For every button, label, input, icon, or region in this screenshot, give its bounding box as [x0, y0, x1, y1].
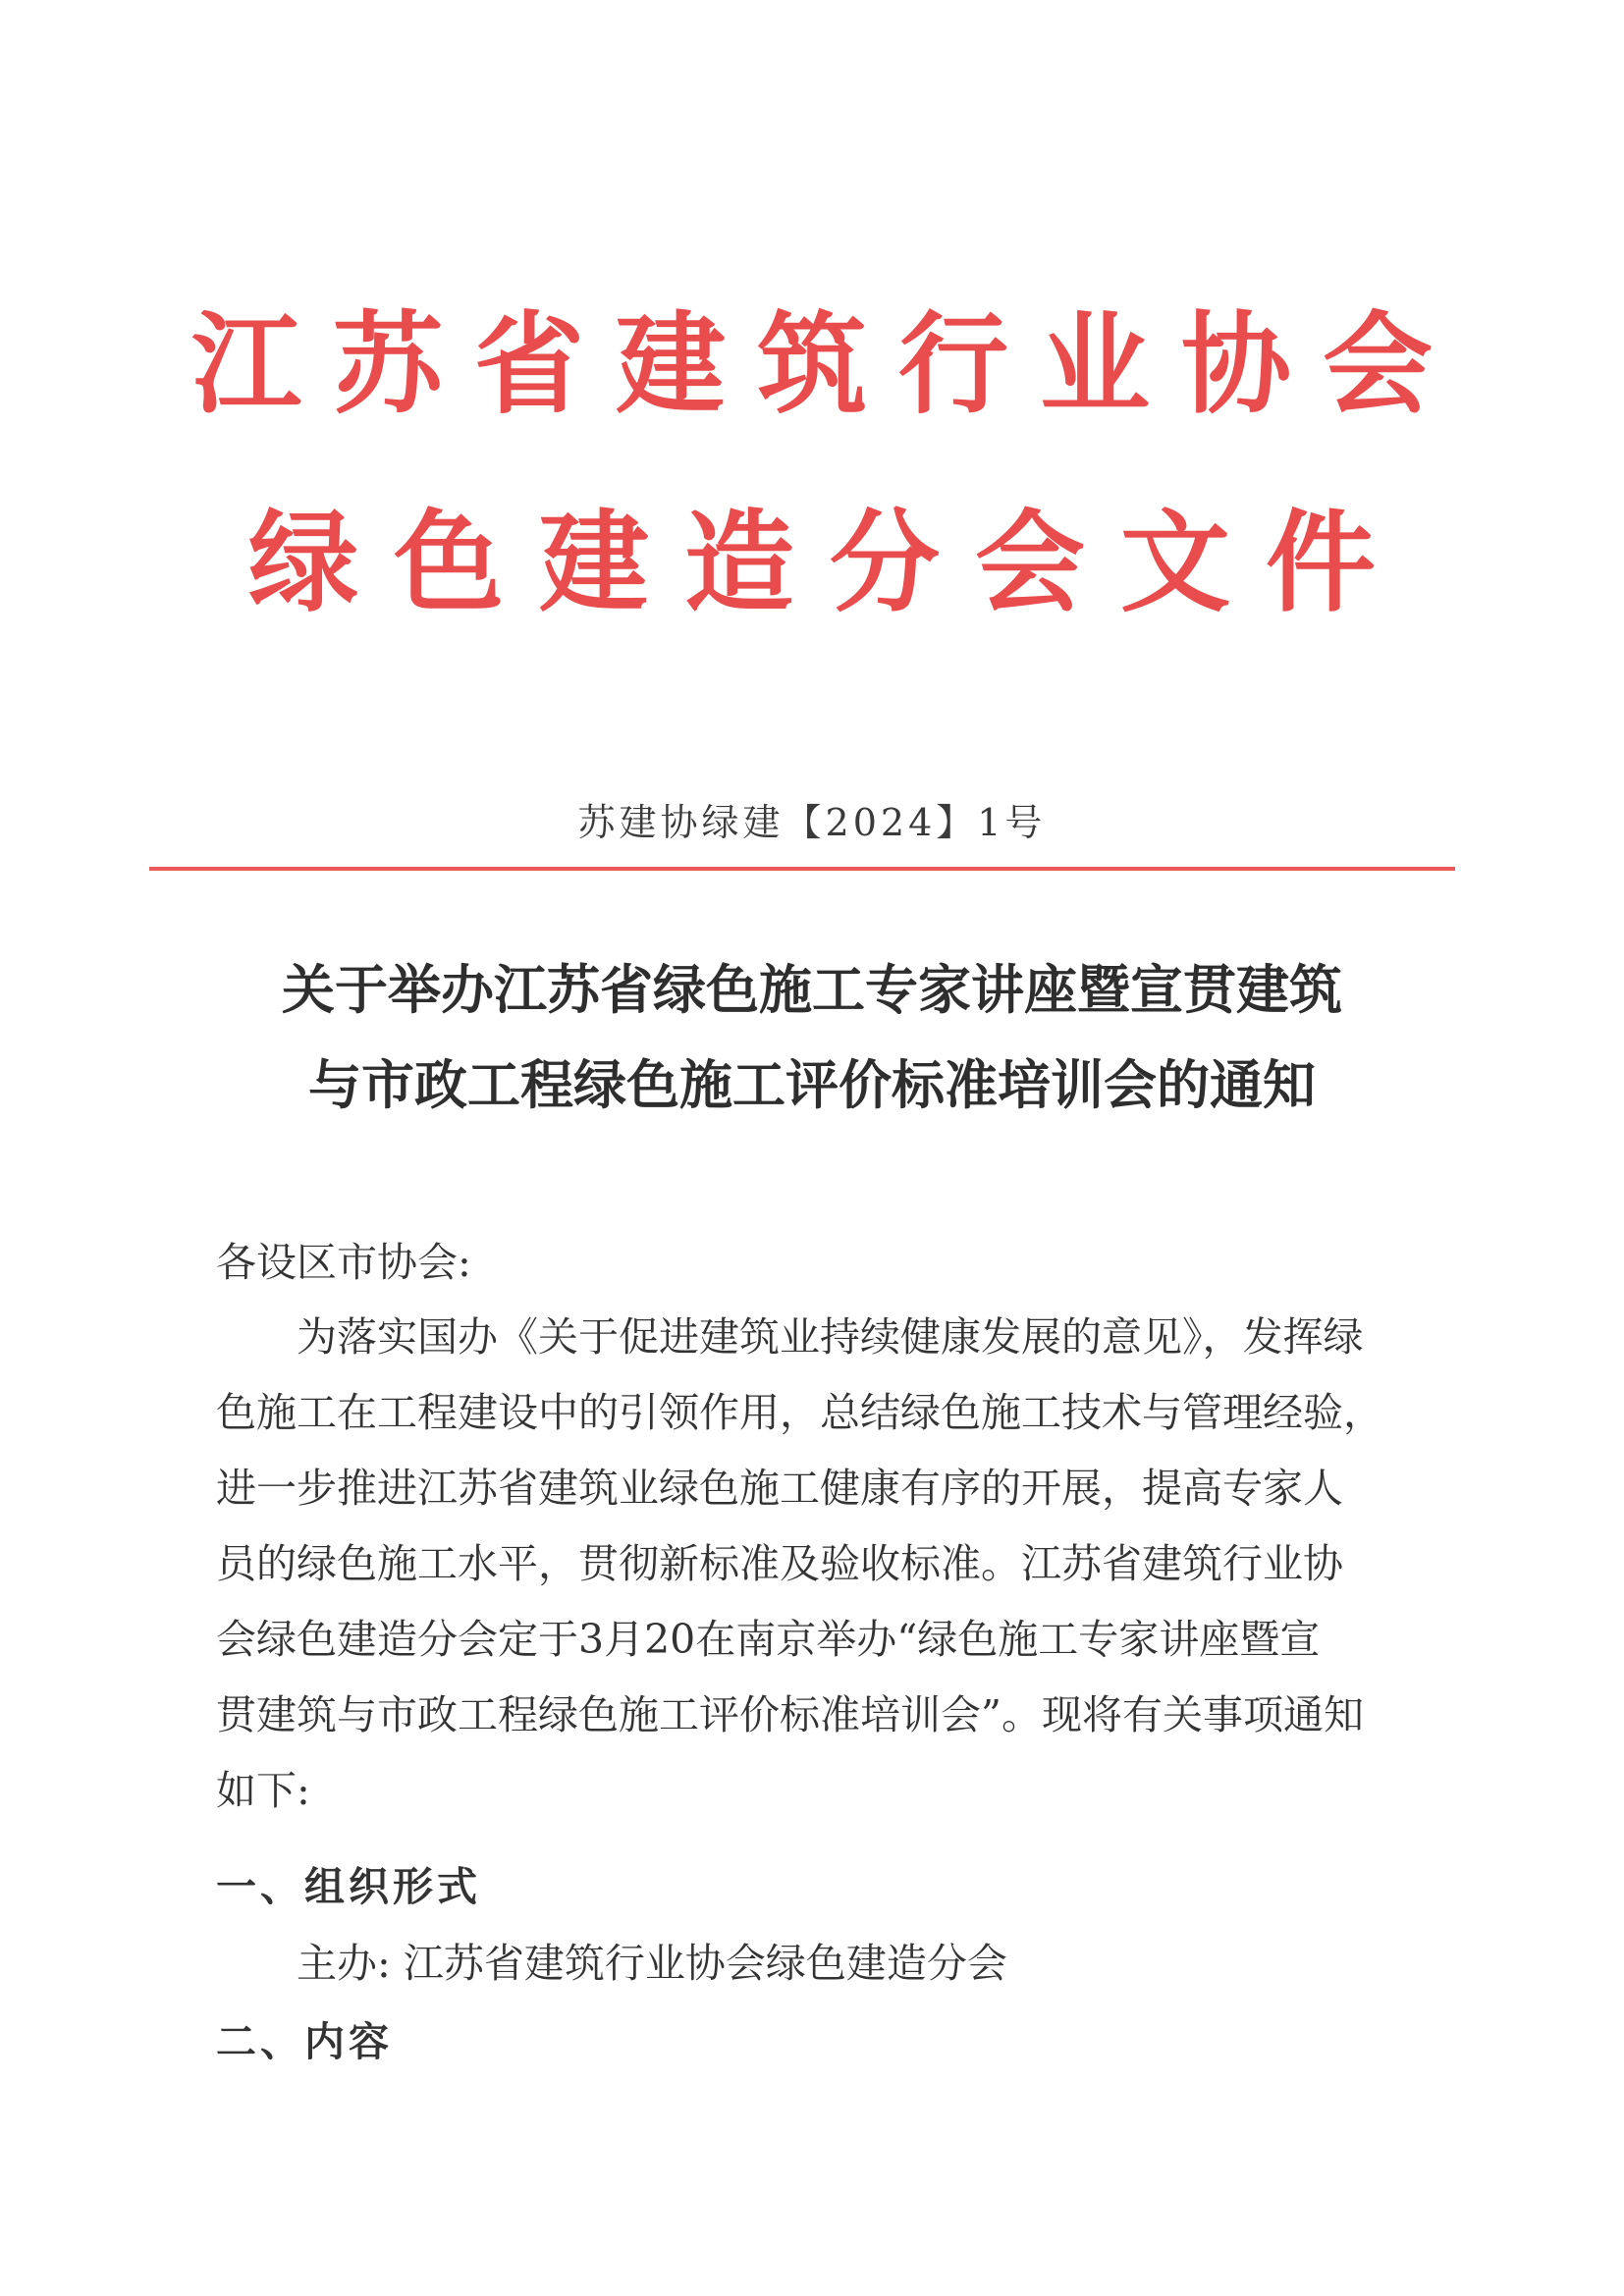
- paragraph-line: 会绿色建造分会定于3月20在南京举办“绿色施工专家讲座暨宣: [216, 1616, 1321, 1663]
- salutation: 各设区市协会:: [216, 1239, 471, 1286]
- section-heading-content: 二、内容: [216, 2018, 393, 2065]
- paragraph-line: 员的绿色施工水平，贯彻新标准及验收标准。江苏省建筑行业协: [216, 1540, 1343, 1587]
- notice-title-line-2: 与市政工程绿色施工评价标准培训会的通知: [308, 1053, 1316, 1116]
- section-heading-organization: 一、组织形式: [216, 1863, 481, 1910]
- paragraph-line: 为落实国办《关于促进建筑业持续健康发展的意见》，发挥绿: [216, 1313, 1364, 1361]
- document-number: 苏建协绿建【2024】1号: [577, 801, 1047, 844]
- red-divider-line: [149, 867, 1455, 871]
- header-org-name: 江苏省建筑行业协会: [191, 301, 1464, 429]
- notice-title-line-1: 关于举办江苏省绿色施工专家讲座暨宣贯建筑: [282, 958, 1342, 1021]
- header-doc-type: 绿色建造分会文件: [248, 500, 1411, 627]
- section-content-host: 主办: 江苏省建筑行业协会绿色建造分会: [216, 1940, 1007, 1987]
- paragraph-line: 进一步推进江苏省建筑业绿色施工健康有序的开展，提高专家人: [216, 1465, 1343, 1512]
- paragraph-line: 如下:: [216, 1767, 310, 1814]
- paragraph-line: 色施工在工程建设中的引领作用，总结绿色施工技术与管理经验，: [216, 1389, 1383, 1436]
- paragraph-line: 贯建筑与市政工程绿色施工评价标准培训会”。现将有关事项通知: [216, 1691, 1364, 1738]
